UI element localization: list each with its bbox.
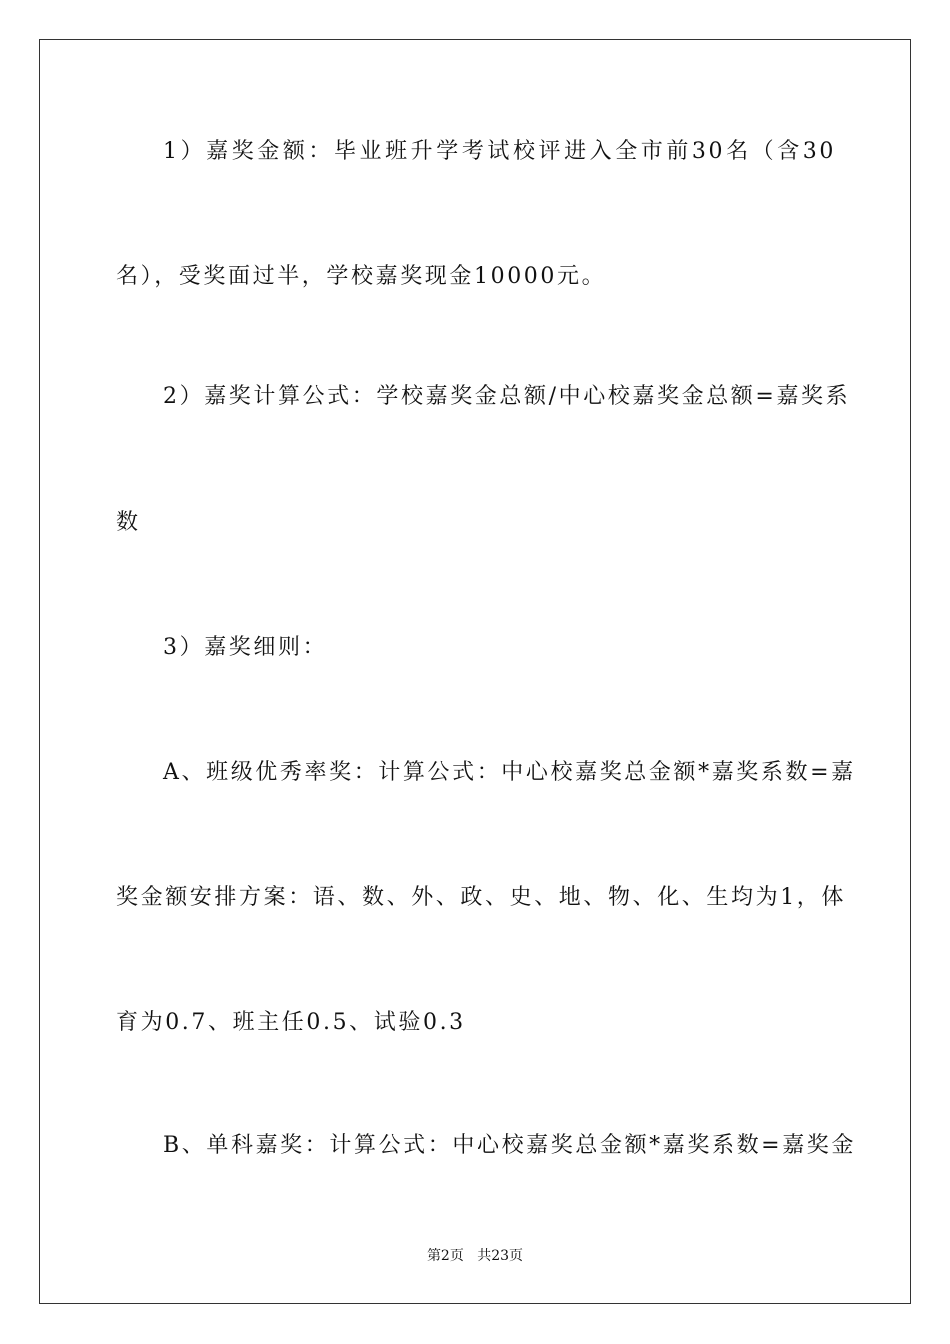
text-line-1: 1）嘉奖金额：毕业班升学考试校评进入全市前30名（含30 [163,139,836,164]
page-total: 共23页 [477,1248,524,1264]
text-line-9: B、单科嘉奖：计算公式：中心校嘉奖总金额*嘉奖系数=嘉奖金 [163,1133,857,1158]
page-number: 第2页 [426,1248,464,1264]
page-footer [0,1246,950,1266]
text-line-7: 奖金额安排方案：语、数、外、政、史、地、物、化、生均为1，体 [116,885,846,910]
text-line-3: 2）嘉奖计算公式：学校嘉奖金总额/中心校嘉奖金总额=嘉奖系 [163,384,851,409]
text-line-2: 名），受奖面过半，学校嘉奖现金10000元。 [116,264,607,289]
text-line-5: 3）嘉奖细则： [163,635,328,660]
page-border [39,39,911,1304]
text-line-6: A、班级优秀率奖：计算公式：中心校嘉奖总金额*嘉奖系数=嘉 [163,760,856,785]
text-line-8: 育为0.7、班主任0.5、试验0.3 [116,1010,466,1035]
text-line-4: 数 [116,510,141,535]
